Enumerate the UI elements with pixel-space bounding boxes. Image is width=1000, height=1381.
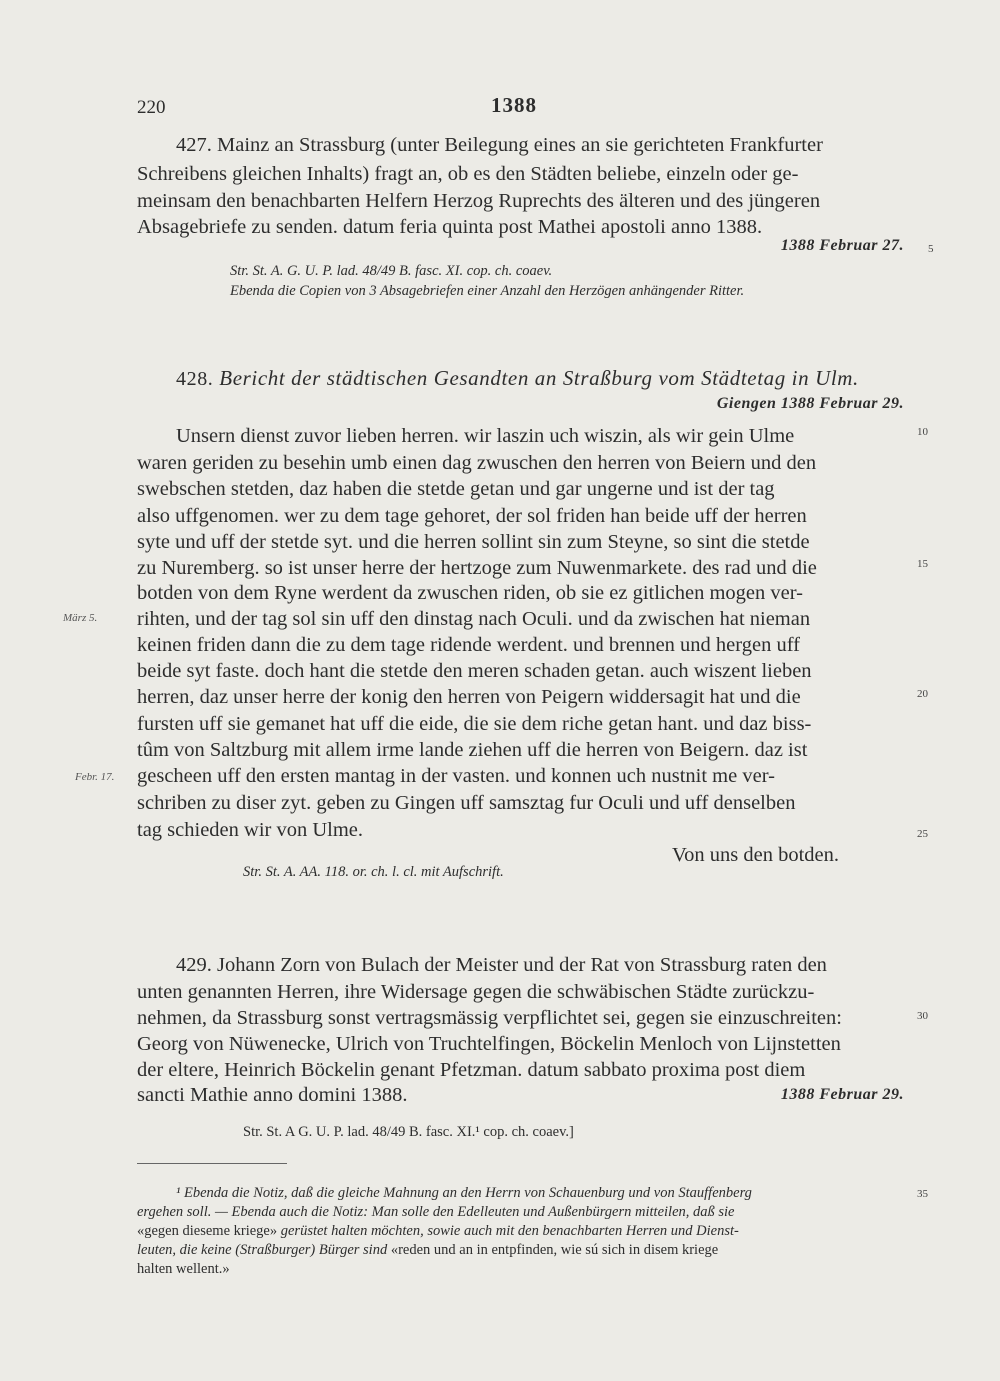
running-header-year: 1388 <box>491 93 537 117</box>
entry-428-line-5: syte und uff der stetde syt. und die herren sollint sin zum Steyne, so sint die stetde <box>137 531 810 553</box>
entry-429-line-4: Georg von Nüwenecke, Ulrich von Truchtelfingen, Böckelin Menloch von Lijnstetten <box>137 1033 841 1055</box>
entry-428-line-2: waren geriden zu besehin umb einen dag zwuschen den herren von Beiern und den <box>137 452 817 474</box>
entry-428-closing: Von uns den botden. <box>672 844 840 866</box>
margin-note-febr: Febr. 17. <box>75 771 115 783</box>
entry-427-note: Ebenda die Copien von 3 Absagebriefen einer Anzahl den Herzögen anhängender Ritter. <box>230 283 745 299</box>
footnote-line-5: halten wellent.» <box>137 1261 230 1277</box>
entry-429-line-3: nehmen, da Strassburg sonst vertragsmässig verpflichtet sei, gegen sie einzuschreiten: <box>137 1007 842 1029</box>
footnote-line-3-text: gerüstet halten möchten, sowie auch mit den benachbarten Herren und Dienst- <box>277 1223 739 1239</box>
entry-428-line-15: schriben zu diser zyt. geben zu Gingen uff samsztag fur Oculi und uff denselben <box>137 792 796 814</box>
line-number-20: 20 <box>917 688 928 700</box>
entry-428-source: Str. St. A. AA. 118. or. ch. l. cl. mit Aufschrift. <box>243 864 504 880</box>
entry-427-line-3: meinsam den benachbarten Helfern Herzog Ruprechts des älteren und des jüngeren <box>137 190 821 212</box>
entry-427-source: Str. St. A. G. U. P. lad. 48/49 B. fasc. XI. cop. ch. coaev. <box>230 263 553 279</box>
entry-428-line-13: tûm von Saltzburg mit allem irme lande ziehen uff die herren von Beigern. daz ist <box>137 739 808 761</box>
entry-428-line-11: herren, daz unser herre der konig den herren von Peigern widdersagit hat und die <box>137 686 801 708</box>
entry-428-line-1: Unsern dienst zuvor lieben herren. wir laszin uch wiszin, als wir gein Ulme <box>176 425 795 447</box>
footnote-line-3 <box>137 1222 739 1240</box>
line-number-15: 15 <box>917 558 928 570</box>
entry-427-line-4: Absagebriefe zu senden. datum feria quinta post Mathei apostoli anno 1388. <box>137 216 763 238</box>
footnote-line-2 <box>137 1203 734 1221</box>
entry-428-line-9: keinen friden dann die zu dem tage ridende werdent. und brennen und hergen uff <box>137 634 800 656</box>
entry-429-line-2: unten genannten Herren, ihre Widersage gegen die schwäbischen Städte zurückzu- <box>137 981 815 1003</box>
entry-427-line-2: Schreibens gleichen Inhalts) fragt an, ob es den Städten beliebe, einzeln oder ge- <box>137 163 799 185</box>
footnote-line-1-text: ¹ Ebenda die Notiz, daß die gleiche Mahnung an den Herrn von Schauenburg und von Stauffenberg <box>176 1185 752 1201</box>
entry-427-date: 1388 Februar 27. <box>780 237 904 254</box>
line-number-35: 35 <box>917 1188 928 1200</box>
entry-429-line-1: 429. Johann Zorn von Bulach der Meister und der Rat von Strassburg raten den <box>176 954 827 976</box>
line-number-30: 30 <box>917 1010 928 1022</box>
footnote-rule <box>137 1163 287 1164</box>
entry-428-line-16: tag schieden wir von Ulme. <box>137 819 364 841</box>
margin-note-maerz: März 5. <box>63 612 98 624</box>
line-number-10: 10 <box>917 426 928 438</box>
entry-428-line-10: beide syt faste. doch hant die stetde den meren schaden getan. auch wiszent lieben <box>137 660 812 682</box>
entry-427-line-1: 427. Mainz an Strassburg (unter Beilegung eines an sie gerichteten Frankfurter <box>176 134 823 156</box>
entry-429-line-5: der eltere, Heinrich Böckelin genant Pfetzman. datum sabbato proxima post diem <box>137 1059 806 1081</box>
entry-429-line-6: sancti Mathie anno domini 1388. <box>137 1084 408 1106</box>
entry-428-date: Giengen 1388 Februar 29. <box>716 395 904 412</box>
footnote-quote-1: «gegen dieseme kriege» <box>137 1223 278 1239</box>
footnote-line-1 <box>176 1184 752 1202</box>
entry-429-date: 1388 Februar 29. <box>780 1086 904 1103</box>
entry-428-line-7: botden von dem Ryne werdent da zwuschen riden, ob sie ez gitlichen mogen ver- <box>137 582 803 604</box>
footnote-quote-2: «reden und an in entpfinden, wie sú sich in disem kriege <box>387 1242 719 1258</box>
entry-428-line-8: rihten, und der tag sol sin uff den dinstag nach Oculi. und da zwischen hat nieman <box>137 608 811 630</box>
entry-428-title-text: Bericht der städtischen Gesandten an Straßburg vom Städtetag in Ulm. <box>219 366 859 390</box>
page-number: 220 <box>137 97 166 118</box>
entry-428-title <box>176 366 859 391</box>
line-number-25: 25 <box>917 828 928 840</box>
entry-428-line-3: swebschen stetden, daz haben die stetde getan und gar ungerne und ist der tag <box>137 478 775 500</box>
footnote-line-4 <box>137 1241 718 1259</box>
entry-429-source: Str. St. A G. U. P. lad. 48/49 B. fasc. XI.¹ cop. ch. coaev.] <box>243 1124 574 1140</box>
entry-428-line-6: zu Nuremberg. so ist unser herre der hertzoge zum Nuwenmarkete. des rad und die <box>137 557 817 579</box>
line-number-5: 5 <box>928 243 934 255</box>
entry-428-line-12: fursten uff sie gemanet hat uff die eide, die sie dem riche getan hant. und daz biss- <box>137 713 812 735</box>
footnote-line-2-text: ergehen soll. — Ebenda auch die Notiz: Man solle den Edelleuten und Außenbürgern mitteilen, daß sie <box>137 1204 735 1220</box>
entry-428-number: 428. <box>176 368 214 390</box>
entry-428-line-14: gescheen uff den ersten mantag in der vasten. und konnen uch nustnit me ver- <box>137 765 775 787</box>
footnote-line-4-text: leuten, die keine (Straßburger) Bürger sind <box>137 1242 388 1258</box>
entry-428-line-4: also uffgenomen. wer zu dem tage gehoret, der sol friden han beide uff der herren <box>137 505 807 527</box>
